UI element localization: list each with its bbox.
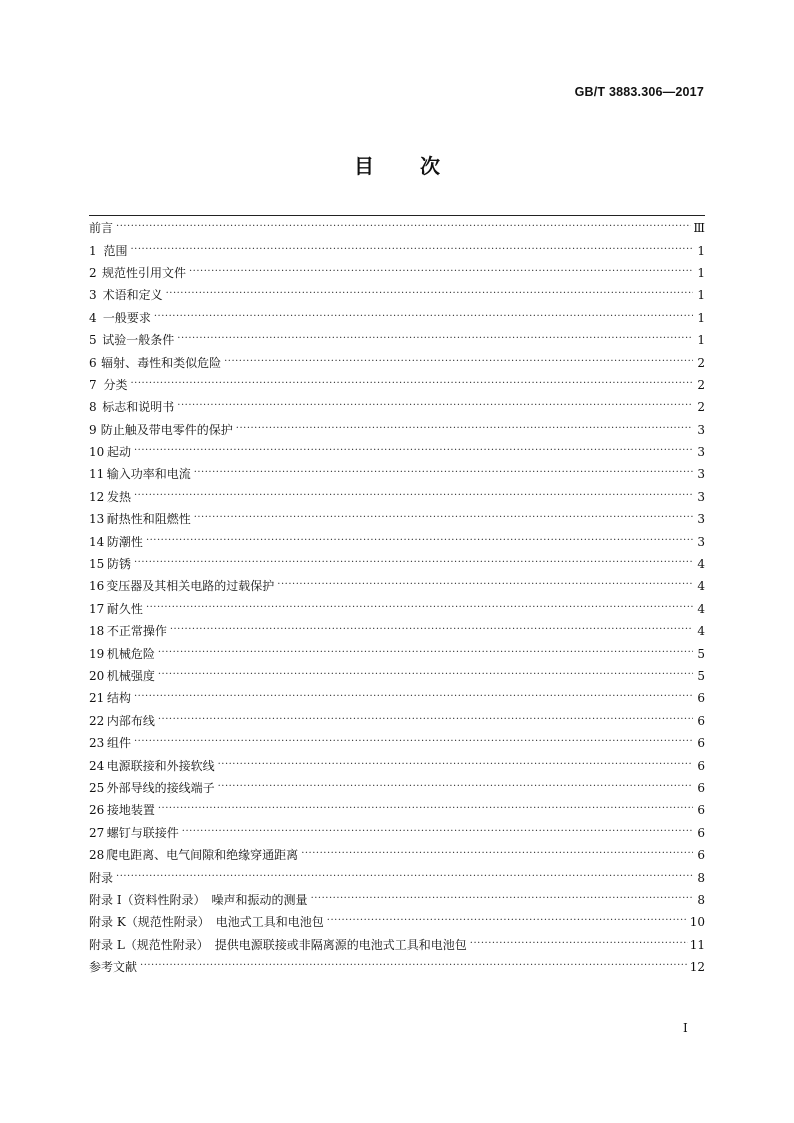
toc-entry-page: 1 [697,265,706,280]
toc-entry-label: 附录 [89,870,114,885]
toc-entry-page: 2 [697,400,705,415]
dot-leader [189,267,693,277]
toc-entry-page: 2 [697,355,706,370]
toc-entry[interactable] [89,530,705,552]
toc-entry[interactable] [89,710,705,732]
toc-entry[interactable] [89,642,705,664]
toc-entry-label: 发热 [106,489,131,504]
toc-entry[interactable] [89,754,705,776]
dot-leader [277,580,693,590]
dot-leader [218,760,693,770]
toc-entry[interactable] [89,396,705,418]
toc-entry-label: 机械危险 [106,646,155,661]
toc-entry-number: 1 [89,243,97,258]
toc-entry-page: 8 [697,892,705,907]
toc-entry-page: 5 [697,646,705,661]
toc-entry[interactable] [89,822,705,844]
page-title [0,150,794,179]
toc-entry-number: 25 [89,780,105,795]
dot-leader [140,961,688,971]
toc-entry-page: 10 [689,915,705,930]
toc-entry-number: 10 [89,445,105,460]
dot-leader [177,334,693,344]
toc-entry[interactable] [89,284,705,306]
toc-entry-number: 19 [89,646,105,661]
dot-leader [470,939,688,949]
toc-entry-number: 5 [89,333,97,348]
toc-entry-label: 起动 [106,445,131,460]
toc-entry-number: 2 [89,265,97,280]
toc-entry-page: 3 [697,534,705,549]
toc-entry-page: 8 [697,870,705,885]
toc-entry-page: 6 [697,736,705,751]
dot-leader [134,737,693,747]
dot-leader [158,670,693,680]
toc-entry-page: 6 [697,758,705,773]
toc-entry[interactable] [89,598,705,620]
toc-entry-label: 一般要求 [102,310,151,325]
toc-entry-label: 不正常操作 [106,624,167,639]
toc-entry-label: 防潮性 [106,534,143,549]
toc-entry[interactable] [89,934,705,956]
toc-entry-label: 前言 [89,221,114,236]
toc-entry-number: 14 [89,534,105,549]
toc-entry[interactable] [89,239,705,261]
toc-entry-number: 23 [89,736,105,751]
dot-leader [116,872,693,882]
toc-entry-page: 4 [697,624,705,639]
toc-entry-label: 参考文献 [89,960,138,975]
dot-leader [158,648,693,658]
toc-entry-number: 24 [89,758,105,773]
toc-entry-number: 28 [89,848,105,863]
toc-entry[interactable] [89,911,705,933]
toc-entry[interactable] [89,777,705,799]
toc-entry[interactable] [89,329,705,351]
toc-entry-label: 结构 [106,691,131,706]
toc-entry[interactable] [89,799,705,821]
toc-entry-number: 9 [89,422,97,437]
toc-entry-number: 27 [89,825,105,840]
toc-entry-label: 辐射、毒性和类似危险 [101,355,222,370]
toc-entry-page: 3 [697,467,705,482]
toc-entry-number: 20 [89,669,105,683]
dot-leader [154,312,693,322]
toc-entry-label: 附录 I（资料性附录） 噪声和振动的测量 [89,892,308,907]
toc-entry[interactable] [89,687,705,709]
toc-entry-label: 电源联接和外接软线 [106,758,215,773]
toc-entry[interactable] [89,262,705,284]
title-char-1: 目 [354,154,374,178]
toc-entry[interactable] [89,553,705,575]
toc-entry-page: 1 [697,333,705,348]
toc-entry-page: 6 [697,780,705,795]
toc-entry-number: 15 [89,557,105,572]
dot-leader [146,536,693,546]
dot-leader [301,849,693,859]
toc-entry-number: 26 [89,803,105,818]
toc-entry-number: 13 [89,512,105,527]
dot-leader [166,289,693,299]
dot-leader [134,558,693,568]
dot-leader [134,446,693,456]
toc-entry-label: 规范性引用文件 [101,265,186,280]
toc-entry-label: 组件 [106,736,131,751]
page-folio: Ⅰ [683,1021,688,1035]
toc-entry-number: 22 [89,713,105,728]
dot-leader [182,827,693,837]
dot-leader [177,401,693,411]
toc-entry[interactable] [89,732,705,754]
toc-entry-page: 1 [697,288,705,303]
dot-leader [194,513,693,523]
dot-leader [158,715,693,725]
dot-leader [158,804,693,814]
toc-entry-page: 3 [697,489,705,504]
toc-entry[interactable] [89,844,705,866]
toc-entry-label: 附录 L（规范性附录） 提供电源联接或非隔离源的电池式工具和电池包 [89,937,467,952]
toc-entry-page: 11 [689,937,705,952]
toc-entry-page: 4 [697,601,705,616]
toc-entry-label: 耐热性和阻燃性 [106,512,191,527]
toc-entry[interactable] [89,866,705,888]
toc-entry[interactable] [89,956,705,978]
toc-entry-page: Ⅲ [693,221,705,236]
toc-entry-number: 18 [89,624,105,639]
toc-entry-label: 外部导线的接线端子 [106,780,215,795]
toc-entry-page: 4 [697,557,705,572]
toc-entry-number: 17 [89,601,105,616]
toc-entry-label: 爬电距离、电气间隙和绝缘穿通距离 [106,848,299,863]
toc-entry-number: 21 [89,691,105,706]
dot-leader [134,491,693,501]
dot-leader [311,894,693,904]
toc-entry-number: 8 [89,400,97,415]
toc-entry-page: 4 [697,579,705,594]
title-char-2: 次 [420,154,440,178]
toc-entry-label: 附录 K（规范性附录） 电池式工具和电池包 [89,915,324,930]
dot-leader [116,222,691,232]
toc-entry[interactable] [89,307,705,329]
toc-entry-page: 5 [697,669,705,683]
dot-leader [224,357,693,367]
toc-entry-page: 3 [697,422,705,437]
dot-leader [327,916,688,926]
toc-entry-label: 螺钉与联接件 [106,825,179,840]
toc-entry[interactable] [89,575,705,597]
toc-entry-label: 接地装置 [106,803,155,818]
toc-entry[interactable] [89,508,705,530]
toc-entry-label: 耐久性 [106,601,143,616]
toc-entry-label: 试验一般条件 [102,333,175,348]
toc-entry[interactable] [89,374,705,396]
toc-entry[interactable] [89,665,705,687]
toc-entry[interactable] [89,889,705,911]
toc-entry-page: 12 [689,960,705,975]
toc-entry-label: 术语和定义 [102,288,163,303]
toc-entry-label: 防锈 [106,557,131,572]
toc-entry-page: 6 [697,848,705,863]
toc-entry-label: 防止触及带电零件的保护 [100,422,233,437]
toc-entry-page: 2 [697,377,705,392]
toc-entry[interactable] [89,441,705,463]
toc-entry-label: 分类 [103,377,128,392]
toc-entry[interactable] [89,419,705,441]
toc-entry-label: 输入功率和电流 [106,467,191,482]
dot-leader [131,379,694,389]
toc-entry-page: 6 [697,803,705,818]
toc-entry-number: 6 [89,355,97,370]
toc-entry-number: 16 [89,579,105,594]
toc-entry-page: 6 [697,691,705,706]
dot-leader [236,424,693,434]
toc-entry[interactable] [89,620,705,642]
dot-leader [218,782,693,792]
toc-entry-page: 1 [697,243,705,258]
toc-entry-page: 3 [697,445,705,460]
toc-entry-label: 范围 [103,243,128,258]
dot-leader [170,625,693,635]
toc-entry[interactable] [89,486,705,508]
toc-entry[interactable] [89,217,705,239]
dot-leader [146,603,693,613]
toc-entry-label: 机械强度 [106,669,155,683]
toc-entry-number: 7 [89,377,97,392]
toc-entry-page: 1 [697,310,705,325]
toc-entry-number: 12 [89,489,105,504]
toc-entry[interactable] [89,351,705,373]
dot-leader [131,245,694,255]
dot-leader [194,468,693,478]
toc-entry[interactable] [89,463,705,485]
standard-code: GB/T 3883.306—2017 [574,85,704,99]
dot-leader [134,692,693,702]
toc-entry-number: 3 [89,288,97,303]
toc-entry-label: 内部布线 [106,713,155,728]
table-of-contents [89,215,705,978]
toc-entry-page: 3 [697,512,705,527]
toc-entry-number: 4 [89,310,97,325]
toc-entry-page: 6 [697,713,705,728]
toc-entry-label: 变压器及其相关电路的过载保护 [106,579,275,594]
toc-entry-number: 11 [89,467,105,482]
toc-entry-page: 6 [697,825,705,840]
toc-entry-label: 标志和说明书 [102,400,175,415]
